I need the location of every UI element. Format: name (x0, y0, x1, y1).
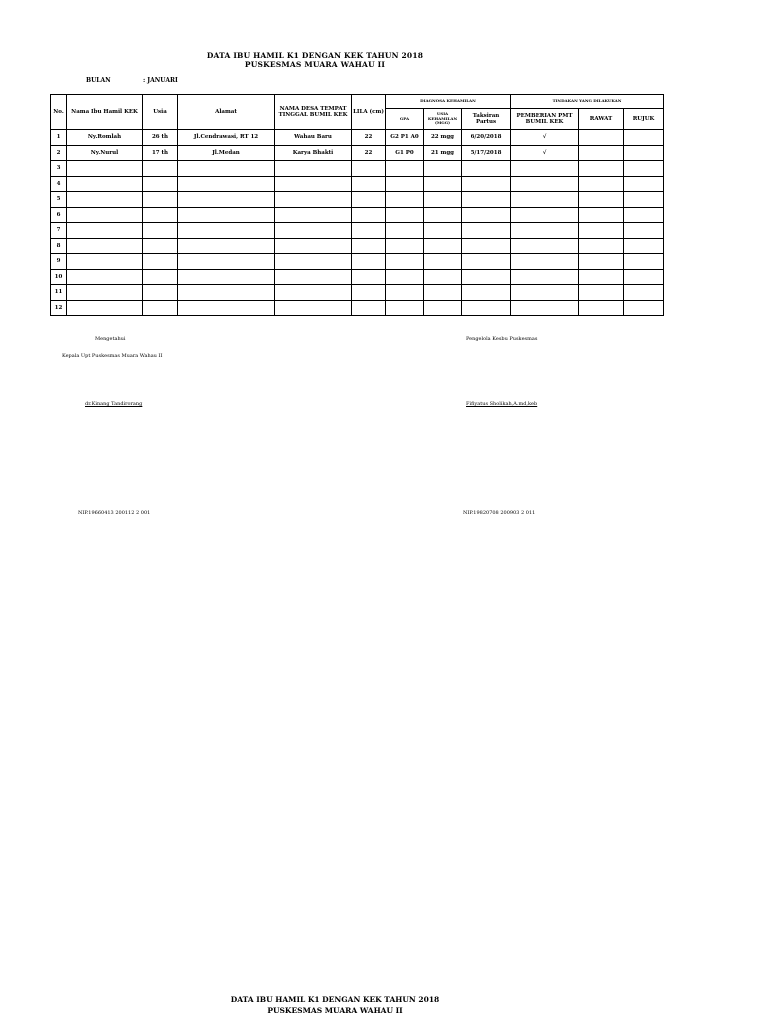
cell-lila (352, 161, 386, 177)
col-header-due-date: Taksiran Partus (462, 109, 511, 130)
cell-rujuk (624, 207, 664, 223)
col-header-village: NAMA DESA TEMPAT TINGGAL BUMIL KEK (275, 95, 352, 130)
cell-rujuk (624, 176, 664, 192)
acknowledge-label: Mengetahui (95, 336, 126, 342)
report-subtitle: PUSKESMAS MUARA WAHAU II (244, 60, 386, 69)
cell-pmt: √ (511, 130, 579, 146)
cell-due-date (462, 285, 511, 301)
cell-village (275, 207, 352, 223)
cell-address (178, 176, 275, 192)
cell-no: 5 (51, 192, 67, 208)
footer-subtitle: PUSKESMAS MUARA WAHAU II (267, 1006, 403, 1015)
cell-rujuk (624, 145, 664, 161)
left-signer-nip: NIP.19660413 200112 2 001 (78, 510, 151, 516)
cell-due-date: 6/20/2018 (462, 130, 511, 146)
right-signer-nip: NIP.19820708 200903 2 011 (463, 510, 536, 516)
cell-pmt (511, 192, 579, 208)
col-header-gest-age: USIA KEHAMILAN (MGG) (424, 109, 462, 130)
table-row (51, 207, 664, 223)
cell-gpa: G2 P1 A0 (386, 130, 424, 146)
cell-pmt (511, 254, 579, 270)
cell-gest-age (424, 238, 462, 254)
cell-gest-age (424, 254, 462, 270)
table-row (51, 269, 664, 285)
cell-due-date (462, 238, 511, 254)
cell-gpa (386, 192, 424, 208)
cell-address (178, 285, 275, 301)
cell-rujuk (624, 300, 664, 316)
cell-age (143, 176, 178, 192)
cell-no: 2 (51, 145, 67, 161)
cell-village (275, 238, 352, 254)
cell-pmt: √ (511, 145, 579, 161)
cell-due-date (462, 254, 511, 270)
cell-pmt (511, 285, 579, 301)
cell-lila (352, 300, 386, 316)
cell-gpa (386, 207, 424, 223)
cell-gpa (386, 300, 424, 316)
cell-address: Jl.Cendrawasi, RT 12 (178, 130, 275, 146)
cell-age (143, 300, 178, 316)
col-header-gpa: GPA (386, 109, 424, 130)
cell-address (178, 238, 275, 254)
cell-name: Ny.Romlah (67, 130, 143, 146)
cell-address (178, 254, 275, 270)
cell-lila (352, 254, 386, 270)
cell-name (67, 238, 143, 254)
col-header-rujuk: RUJUK (624, 109, 664, 130)
cell-village (275, 285, 352, 301)
cell-rujuk (624, 269, 664, 285)
cell-due-date (462, 223, 511, 239)
cell-lila: 22 (352, 145, 386, 161)
cell-no: 11 (51, 285, 67, 301)
table-body (51, 130, 664, 316)
cell-age (143, 223, 178, 239)
cell-name (67, 223, 143, 239)
cell-gest-age (424, 161, 462, 177)
cell-rawat (579, 223, 624, 239)
cell-lila (352, 207, 386, 223)
cell-no: 8 (51, 238, 67, 254)
cell-name (67, 207, 143, 223)
cell-due-date (462, 269, 511, 285)
col-header-rawat: RAWAT (579, 109, 624, 130)
cell-address (178, 161, 275, 177)
cell-lila (352, 176, 386, 192)
cell-pmt (511, 300, 579, 316)
table-row (51, 176, 664, 192)
left-signer-role: Kepala Upt Puskesmas Muara Wahau II (62, 353, 163, 359)
cell-no: 6 (51, 207, 67, 223)
cell-address (178, 223, 275, 239)
right-signer-role: Pengelola Kesbu Puskesmas (466, 336, 538, 342)
month-value: : JANUARI (143, 77, 178, 84)
kek-data-table (50, 94, 664, 316)
cell-due-date (462, 161, 511, 177)
cell-rujuk (624, 192, 664, 208)
col-header-address: Alamat (178, 95, 275, 130)
cell-age (143, 285, 178, 301)
cell-rawat (579, 238, 624, 254)
cell-gest-age: 22 mgg (424, 130, 462, 146)
cell-lila (352, 223, 386, 239)
cell-village (275, 300, 352, 316)
col-header-lila: LILA (cm) (352, 95, 386, 130)
col-header-pmt: PEMBERIAN PMT BUMIL KEK (511, 109, 579, 130)
table-row (51, 161, 664, 177)
cell-village (275, 269, 352, 285)
cell-gest-age (424, 176, 462, 192)
cell-rujuk (624, 254, 664, 270)
cell-rawat (579, 176, 624, 192)
cell-gest-age (424, 285, 462, 301)
cell-age (143, 269, 178, 285)
cell-name (67, 192, 143, 208)
cell-gpa (386, 223, 424, 239)
cell-name (67, 285, 143, 301)
cell-address (178, 269, 275, 285)
cell-rujuk (624, 161, 664, 177)
col-header-age: Usia (143, 95, 178, 130)
cell-rawat (579, 207, 624, 223)
cell-name: Ny.Nurul (67, 145, 143, 161)
cell-gpa: G1 P0 (386, 145, 424, 161)
cell-lila: 22 (352, 130, 386, 146)
table-row (51, 285, 664, 301)
cell-village (275, 176, 352, 192)
cell-rawat (579, 130, 624, 146)
cell-gpa (386, 176, 424, 192)
col-header-name: Nama Ibu Hamil KEK (67, 95, 143, 130)
col-header-action-group: TINDAKAN YANG DILAKUKAN (511, 95, 664, 109)
cell-gpa (386, 238, 424, 254)
cell-gpa (386, 161, 424, 177)
col-header-diagnosis-group: DIAGNOSA KEHAMILAN (386, 95, 511, 109)
cell-due-date (462, 176, 511, 192)
cell-gpa (386, 285, 424, 301)
cell-age: 26 th (143, 130, 178, 146)
cell-pmt (511, 223, 579, 239)
cell-due-date (462, 207, 511, 223)
table-row (51, 223, 664, 239)
cell-village: Wahau Baru (275, 130, 352, 146)
cell-rawat (579, 192, 624, 208)
cell-age (143, 238, 178, 254)
cell-lila (352, 238, 386, 254)
cell-rujuk (624, 238, 664, 254)
report-title: DATA IBU HAMIL K1 DENGAN KEK TAHUN 2018 (206, 51, 424, 60)
table-row (51, 238, 664, 254)
cell-due-date (462, 192, 511, 208)
cell-gest-age (424, 269, 462, 285)
cell-name (67, 300, 143, 316)
cell-age: 17 th (143, 145, 178, 161)
table-row (51, 300, 664, 316)
cell-address (178, 207, 275, 223)
footer-title: DATA IBU HAMIL K1 DENGAN KEK TAHUN 2018 (230, 995, 440, 1004)
cell-name (67, 176, 143, 192)
cell-age (143, 161, 178, 177)
right-signer-name: Fifiyatus Sholikah,A.md,keb (466, 401, 538, 407)
cell-gest-age (424, 192, 462, 208)
cell-village (275, 254, 352, 270)
cell-rawat (579, 285, 624, 301)
cell-gest-age (424, 223, 462, 239)
cell-rawat (579, 145, 624, 161)
cell-gest-age (424, 300, 462, 316)
cell-gest-age (424, 207, 462, 223)
col-header-no: No. (51, 95, 67, 130)
table-row (51, 192, 664, 208)
cell-rawat (579, 161, 624, 177)
cell-rujuk (624, 130, 664, 146)
cell-due-date (462, 300, 511, 316)
cell-age (143, 207, 178, 223)
cell-no: 12 (51, 300, 67, 316)
cell-village (275, 161, 352, 177)
cell-address (178, 300, 275, 316)
cell-gpa (386, 254, 424, 270)
cell-rujuk (624, 223, 664, 239)
cell-pmt (511, 238, 579, 254)
cell-lila (352, 285, 386, 301)
cell-no: 3 (51, 161, 67, 177)
cell-rujuk (624, 285, 664, 301)
cell-rawat (579, 254, 624, 270)
left-signer-name: dr.Kinang Tandirorang (85, 401, 143, 407)
cell-no: 9 (51, 254, 67, 270)
cell-name (67, 254, 143, 270)
cell-name (67, 269, 143, 285)
cell-due-date: 5/17/2018 (462, 145, 511, 161)
cell-no: 10 (51, 269, 67, 285)
cell-no: 1 (51, 130, 67, 146)
cell-age (143, 192, 178, 208)
cell-lila (352, 269, 386, 285)
cell-village (275, 223, 352, 239)
cell-gest-age: 21 mgg (424, 145, 462, 161)
cell-rawat (579, 269, 624, 285)
cell-pmt (511, 161, 579, 177)
cell-name (67, 161, 143, 177)
cell-gpa (386, 269, 424, 285)
cell-pmt (511, 176, 579, 192)
cell-village (275, 192, 352, 208)
cell-lila (352, 192, 386, 208)
month-label: BULAN (86, 77, 111, 84)
cell-pmt (511, 269, 579, 285)
cell-no: 7 (51, 223, 67, 239)
cell-address: Jl.Medan (178, 145, 275, 161)
cell-no: 4 (51, 176, 67, 192)
table-row (51, 130, 664, 146)
cell-pmt (511, 207, 579, 223)
table-row (51, 145, 664, 161)
cell-rawat (579, 300, 624, 316)
cell-age (143, 254, 178, 270)
cell-village: Karya Bhakti (275, 145, 352, 161)
table-row (51, 254, 664, 270)
cell-address (178, 192, 275, 208)
